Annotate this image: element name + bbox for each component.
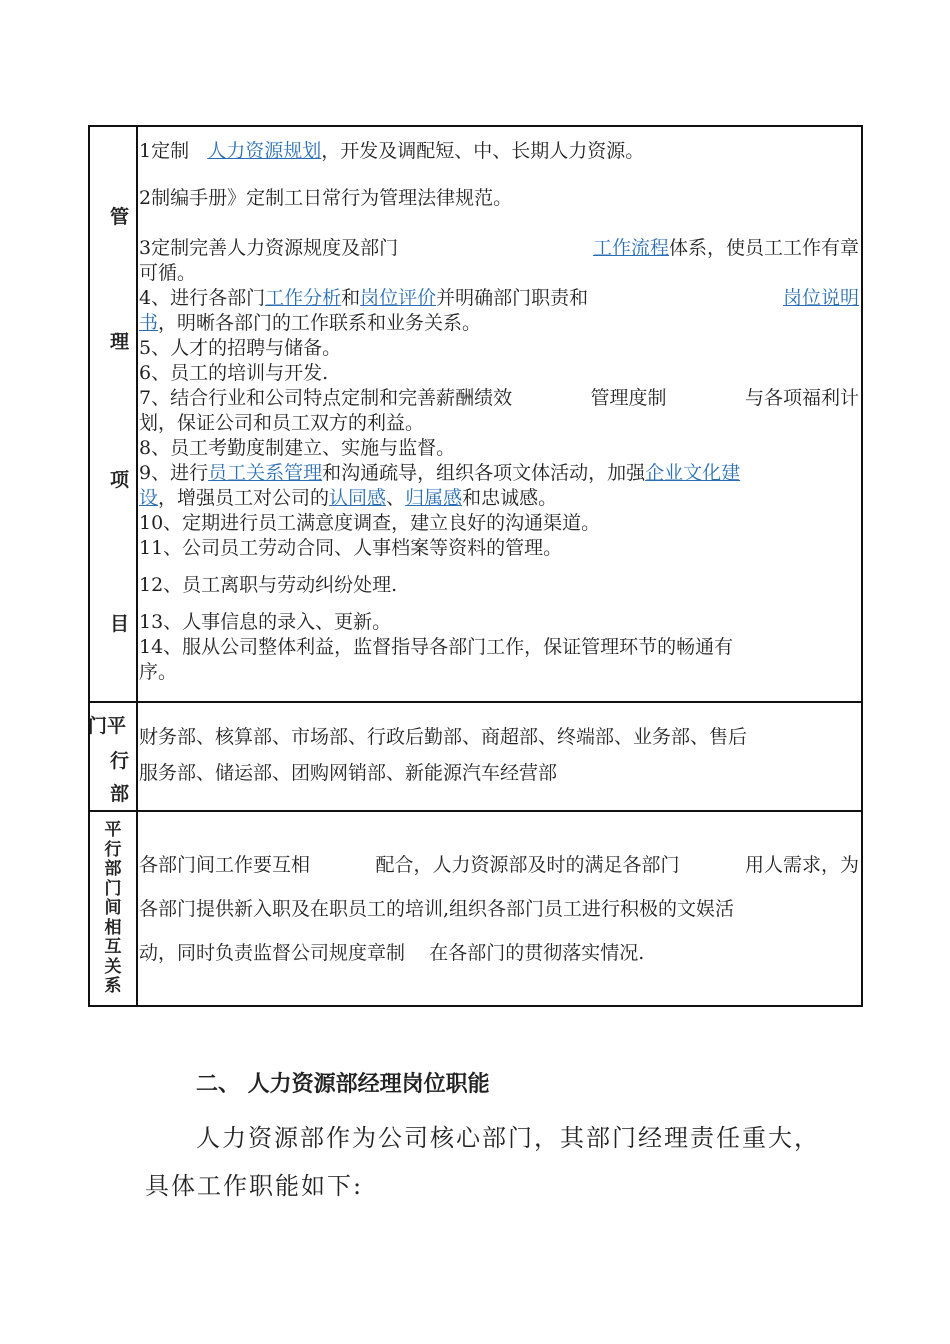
list-item: 7、结合行业和公司特点定制和完善薪酬绩效 管理度制 与各项福利计 划，保证公司和员工双方的利益。 [139, 387, 859, 434]
row-label-char: 管 [110, 206, 130, 228]
list-item: 2制编手册》定制工日常行为管理法律规范。 [139, 187, 513, 209]
list-item: 12、员工离职与劳动纠纷处理. [139, 574, 398, 596]
list-item: 6、员工的培训与开发. [139, 362, 329, 384]
row-label-char: 项 [110, 469, 130, 491]
list-item: 1定制 人力资源规划，开发及调配短、中、长期人力资源。 [139, 140, 645, 162]
paragraph-line: 具体工作职能如下: [145, 1172, 364, 1200]
link-corporate-culture[interactable]: 企业文化建 [645, 462, 741, 484]
list-item: 14、服从公司整体利益，监督指导各部门工作，保证管理环节的畅通有 序。 [139, 636, 734, 683]
row-label-char: 门平 [88, 715, 127, 737]
section-heading: 二、 人力资源部经理岗位职能 [196, 1072, 490, 1097]
list-item: 4、进行各部门工作分析和岗位评价并明确部门职责和 岗位说明 书，明晰各部门的工作联系和业务关系。 [139, 287, 859, 334]
row-label-char: 部 [110, 783, 130, 805]
parallel-departments: 财务部、核算部、市场部、行政后勤部、商超部、终端部、业务部、售后 服务部、储运部、团购网销部、新能源汽车经营部 [139, 726, 748, 784]
row-label-char: 行 [110, 750, 130, 772]
row-label-char: 理 [110, 331, 130, 353]
list-item: 5、人才的招聘与储备。 [139, 337, 342, 359]
link-job-description[interactable]: 岗位说明 [782, 287, 859, 309]
link-belonging[interactable]: 归属感 [405, 487, 463, 509]
row-label-char: 目 [110, 613, 130, 635]
link-employee-relations[interactable]: 员工关系管理 [208, 462, 323, 484]
responsibility-table [88, 125, 863, 1007]
management-items [139, 139, 859, 685]
list-item: 8、员工考勤度制建立、实施与监督。 [139, 437, 456, 459]
link-corporate-culture-cont[interactable]: 设 [139, 487, 159, 509]
row-label-vertical: 平 行 部 门 间 相 互 关 系 [104, 820, 122, 996]
list-item: 9、进行员工关系管理和沟通疏导，组织各项文体活动，加强企业文化建 设，增强员工对公司的认同感、归属感和忠诚感。 [139, 462, 741, 509]
paragraph-line: 人力资源部作为公司核心部门，其部门经理责任重大， [196, 1124, 820, 1152]
link-hr-planning[interactable]: 人力资源规划 [207, 140, 322, 162]
list-item: 10、定期进行员工满意度调查，建立良好的沟通渠道。 [139, 512, 601, 534]
link-workflow[interactable]: 工作流程 [592, 237, 669, 259]
list-item: 11、公司员工劳动合同、人事档案等资料的管理。 [139, 537, 563, 559]
link-identity[interactable]: 认同感 [329, 487, 387, 509]
table-column-divider [136, 127, 138, 1005]
link-job-evaluation[interactable]: 岗位评价 [360, 287, 437, 309]
list-item: 3定制完善人力资源规度及部门 工作流程体系，使员工工作有章 可循。 [139, 237, 859, 284]
table-row-divider [90, 810, 861, 812]
link-job-description-cont[interactable]: 书 [139, 312, 159, 334]
link-job-analysis[interactable]: 工作分析 [265, 287, 342, 309]
table-row-divider [90, 701, 861, 703]
inter-department-relations: 各部门间工作要互相 配合，人力资源部及时的满足各部门 用人需求，为 各部门提供新入职及在职员工的培训,组织各部门员工进行积极的文娱活 动，同时负责监督公司规度章制 在各部门的贯彻落实情况. [139, 854, 859, 964]
list-item: 13、人事信息的录入、更新。 [139, 611, 392, 633]
